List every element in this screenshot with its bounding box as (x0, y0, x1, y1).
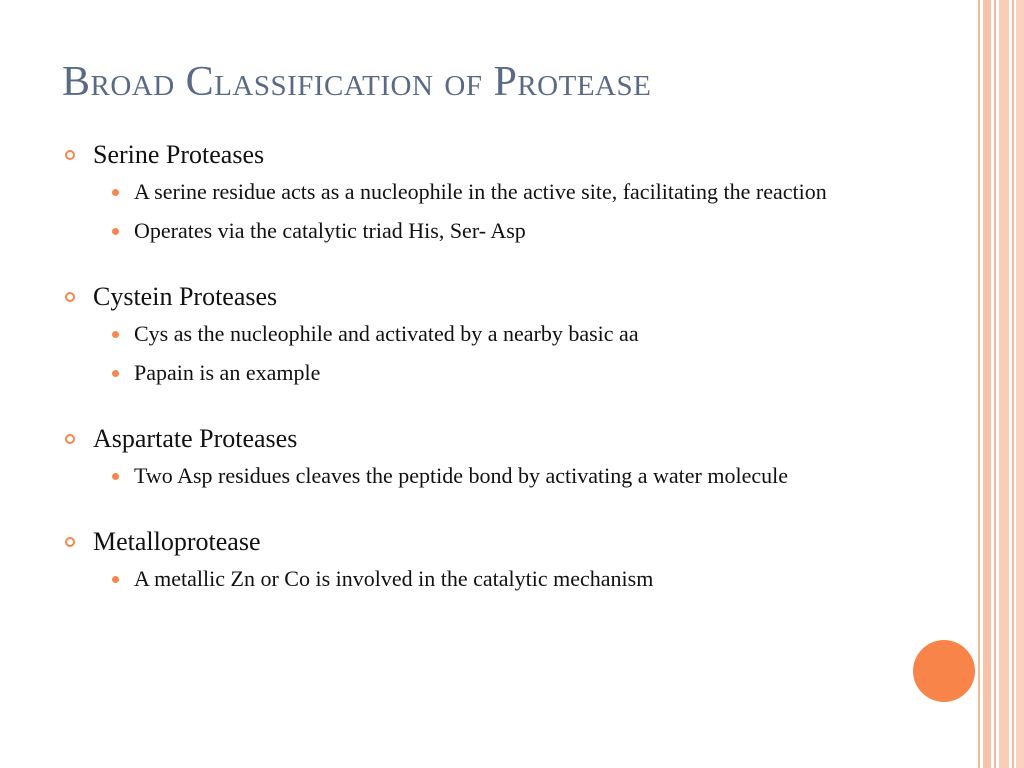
decorative-stripe (983, 0, 991, 768)
ring-bullet-icon (65, 150, 75, 160)
section-heading (62, 525, 902, 559)
list-item (62, 318, 902, 350)
list-item-text: Two Asp residues cleaves the peptide bond by activating a water molecule (134, 463, 788, 488)
section-heading-text: Serine Proteases (93, 140, 265, 169)
slide-title: Broad Classification of Protease (62, 59, 652, 105)
list-item-text: A serine residue acts as a nucleophile in the active site, facilitating the reaction (134, 179, 827, 204)
list-item-text: Papain is an example (134, 360, 321, 385)
section-heading (62, 280, 902, 314)
dot-bullet-icon (112, 331, 119, 338)
list-item (62, 176, 902, 208)
decorative-stripe (978, 0, 980, 768)
section-heading-text: Metalloprotease (93, 527, 261, 556)
section-heading (62, 422, 902, 456)
section-heading (62, 138, 902, 172)
list-item (62, 563, 902, 595)
section-metallo (62, 525, 902, 595)
sub-list (62, 563, 902, 595)
list-item (62, 460, 902, 492)
ring-bullet-icon (65, 434, 75, 444)
decorative-stripe (1012, 0, 1014, 768)
section-aspartate (62, 422, 902, 492)
decorative-stripe (999, 0, 1009, 768)
list-item-text: Cys as the nucleophile and activated by a nearby basic aa (134, 321, 639, 346)
list-item-text: Operates via the catalytic triad His, Ser- Asp (134, 218, 526, 243)
dot-bullet-icon (112, 228, 119, 235)
list-item (62, 357, 902, 389)
ring-bullet-icon (65, 292, 75, 302)
sub-list (62, 318, 902, 389)
ring-bullet-icon (65, 537, 75, 547)
decorative-stripe (994, 0, 996, 768)
dot-bullet-icon (112, 576, 119, 583)
section-heading-text: Aspartate Proteases (93, 424, 298, 453)
decorative-circle (913, 640, 975, 702)
section-serine (62, 138, 902, 247)
dot-bullet-icon (112, 189, 119, 196)
dot-bullet-icon (112, 370, 119, 377)
bullet-content (62, 138, 902, 628)
dot-bullet-icon (112, 473, 119, 480)
decorative-stripe (1016, 0, 1024, 768)
section-heading-text: Cystein Proteases (93, 282, 278, 311)
section-cystein (62, 280, 902, 389)
list-item (62, 215, 902, 247)
sub-list (62, 176, 902, 247)
sub-list (62, 460, 902, 492)
list-item-text: A metallic Zn or Co is involved in the catalytic mechanism (134, 566, 654, 591)
